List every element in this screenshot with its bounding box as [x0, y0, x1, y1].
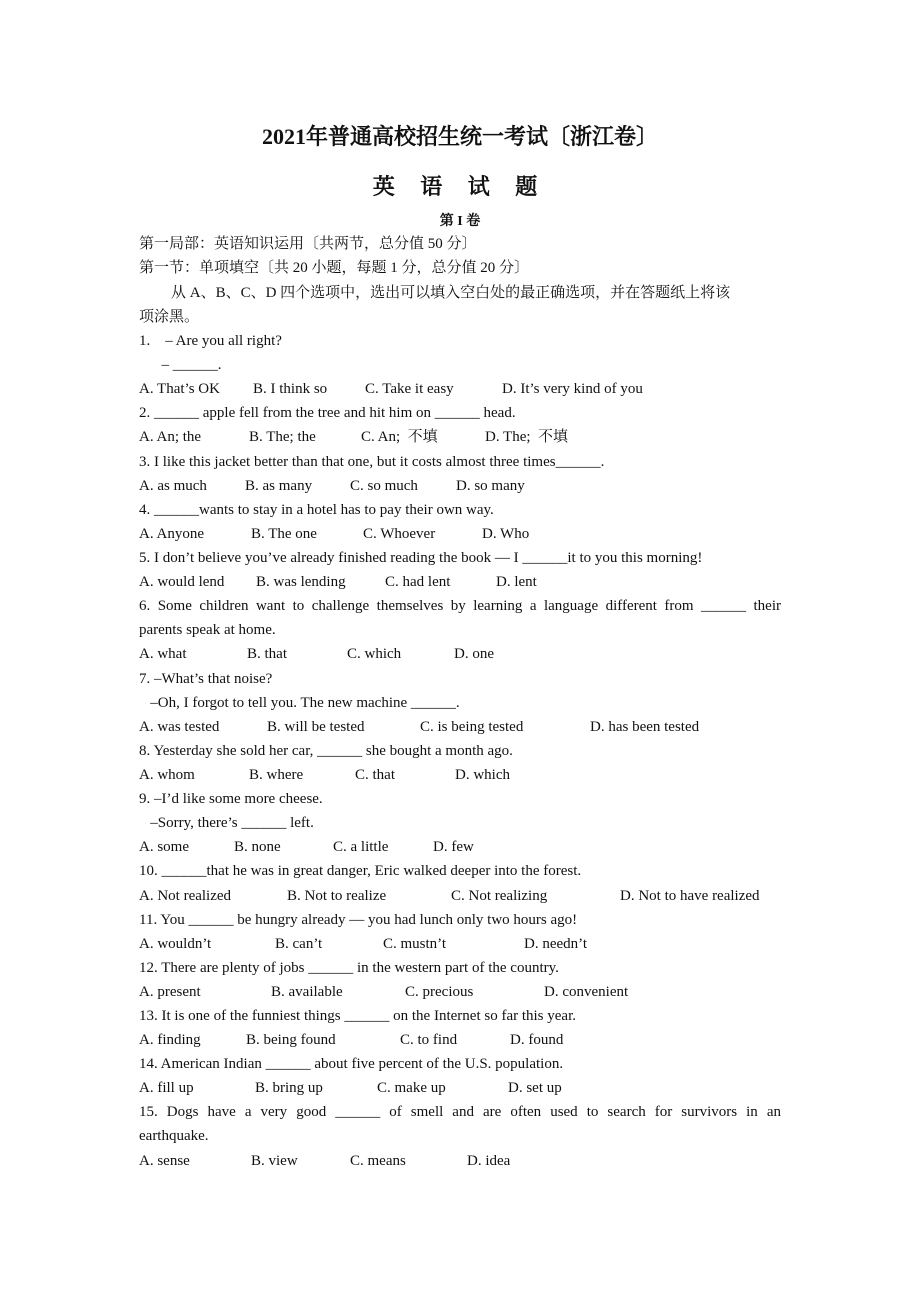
instruction-line-1: 从 A、B、C、D 四个选项中，选出可以填入空白处的最正确选项，并在答题纸上将该	[171, 285, 731, 301]
q5-option-b: B. was lending	[256, 574, 346, 590]
q6-option-b: B. that	[247, 646, 287, 662]
q6-option-c: C. which	[347, 646, 402, 662]
q7-option-c: C. is being tested	[420, 719, 524, 735]
q14-option-d: D. set up	[508, 1080, 562, 1096]
q11-option-a: A. wouldn’t	[139, 936, 212, 952]
q15-option-d: D. idea	[467, 1153, 511, 1169]
q7-option-d: D. has been tested	[590, 719, 700, 735]
q9-option-c: C. a little	[333, 839, 389, 855]
q6-option-a: A. what	[139, 646, 187, 662]
q6-option-d: D. one	[454, 646, 494, 662]
q3-option-d: D. so many	[456, 478, 525, 494]
q4-option-d: D. Who	[482, 526, 530, 542]
q9-option-a: A. some	[139, 839, 189, 855]
q10-option-c: C. Not realizing	[451, 888, 548, 904]
q12-option-d: D. convenient	[544, 984, 629, 1000]
q5-option-d: D. lent	[496, 574, 537, 590]
q4-option-a: A. Anyone	[139, 526, 204, 542]
q4-option-c: C. Whoever	[363, 526, 436, 542]
q3-option-b: B. as many	[245, 478, 313, 494]
q3-option-a: A. as much	[139, 478, 207, 494]
q15-option-a: A. sense	[139, 1153, 190, 1169]
question-7-line-2: –Oh, I forgot to tell you. The new machine ______.	[139, 695, 460, 711]
q1-option-c: C. Take it easy	[365, 381, 454, 397]
q11-option-b: B. can’t	[275, 936, 323, 952]
question-14-line-1: 14. American Indian ______ about five percent of the U.S. population.	[139, 1056, 564, 1072]
question-9-line-2: –Sorry, there’s ______ left.	[139, 815, 314, 831]
question-2-line-1: 2. ______ apple fell from the tree and hit him on ______ head.	[139, 405, 516, 421]
q8-option-d: D. which	[455, 767, 510, 783]
question-13-line-1: 13. It is one of the funniest things ______ on the Internet so far this year.	[139, 1008, 576, 1024]
q1-option-d: D. It’s very kind of you	[502, 381, 643, 397]
exam-title: 2021年普通高校招生统一考试〔浙江卷〕	[261, 124, 658, 149]
q9-option-b: B. none	[234, 839, 281, 855]
q13-option-d: D. found	[510, 1032, 564, 1048]
q14-option-a: A. fill up	[139, 1080, 194, 1096]
q2-option-b: B. The; the	[249, 429, 316, 445]
q9-option-d: D. few	[433, 839, 474, 855]
question-9-line-1: 9. –I’d like some more cheese.	[139, 791, 323, 807]
part-heading: 第一局部：英语知识运用〔共两节，总分值 50 分〕	[139, 236, 477, 252]
q15-option-b: B. view	[251, 1153, 298, 1169]
q10-option-b: B. Not to realize	[287, 888, 387, 904]
q13-option-a: A. finding	[139, 1032, 201, 1048]
question-4-line-1: 4. ______wants to stay in a hotel has to pay their own way.	[139, 502, 494, 518]
q12-option-a: A. present	[139, 984, 201, 1000]
question-6-line-1: 6. Some children want to challenge themselves by learning a language different from ______ their	[139, 598, 781, 614]
question-10-line-1: 10. ______that he was in great danger, Eric walked deeper into the forest.	[139, 863, 582, 879]
question-15-line-1: 15. Dogs have a very good ______ of smell and are often used to search for survivors in an	[139, 1104, 781, 1120]
q5-option-c: C. had lent	[385, 574, 451, 590]
q14-option-c: C. make up	[377, 1080, 446, 1096]
section-heading: 第一节：单项填空〔共 20 小题，每题 1 分，总分值 20 分〕	[139, 260, 530, 276]
q2-option-d: D. The; 不填	[485, 429, 569, 445]
q11-option-c: C. mustn’t	[383, 936, 447, 952]
question-15-line-2: earthquake.	[139, 1128, 209, 1144]
q7-option-b: B. will be tested	[267, 719, 365, 735]
question-6-line-2: parents speak at home.	[139, 622, 276, 638]
question-3-line-1: 3. I like this jacket better than that one, but it costs almost three times______.	[139, 454, 605, 470]
q14-option-b: B. bring up	[255, 1080, 323, 1096]
question-7-line-1: 7. –What’s that noise?	[139, 671, 273, 687]
q4-option-b: B. The one	[251, 526, 317, 542]
q3-option-c: C. so much	[350, 478, 418, 494]
q11-option-d: D. needn’t	[524, 936, 588, 952]
q13-option-c: C. to find	[400, 1032, 458, 1048]
q1-option-a: A. That’s OK	[139, 381, 220, 397]
q2-option-c: C. An; 不填	[361, 429, 438, 445]
q10-option-a: A. Not realized	[139, 888, 232, 904]
q7-option-a: A. was tested	[139, 719, 220, 735]
q2-option-a: A. An; the	[139, 429, 202, 445]
q12-option-c: C. precious	[405, 984, 474, 1000]
exam-subtitle: 英 语 试 题	[372, 174, 548, 199]
question-11-line-1: 11. You ______ be hungry already — you had lunch only two hours ago!	[139, 912, 578, 928]
q8-option-a: A. whom	[139, 767, 195, 783]
volume-label: 第 I 卷	[439, 214, 481, 229]
q10-option-d: D. Not to have realized	[620, 888, 760, 904]
q12-option-b: B. available	[271, 984, 343, 1000]
q5-option-a: A. would lend	[139, 574, 225, 590]
question-1-line-2: – ______.	[139, 357, 222, 373]
q8-option-c: C. that	[355, 767, 395, 783]
question-5-line-1: 5. I don’t believe you’ve already finished reading the book — I ______it to you this morning!	[139, 550, 703, 566]
question-8-line-1: 8. Yesterday she sold her car, ______ she bought a month ago.	[139, 743, 513, 759]
instruction-line-2: 项涂黑。	[139, 309, 200, 325]
q15-option-c: C. means	[350, 1153, 406, 1169]
q1-option-b: B. I think so	[253, 381, 328, 397]
q8-option-b: B. where	[249, 767, 304, 783]
q13-option-b: B. being found	[246, 1032, 336, 1048]
question-1-line-1: 1. – Are you all right?	[139, 333, 282, 349]
question-12-line-1: 12. There are plenty of jobs ______ in the western part of the country.	[139, 960, 559, 976]
